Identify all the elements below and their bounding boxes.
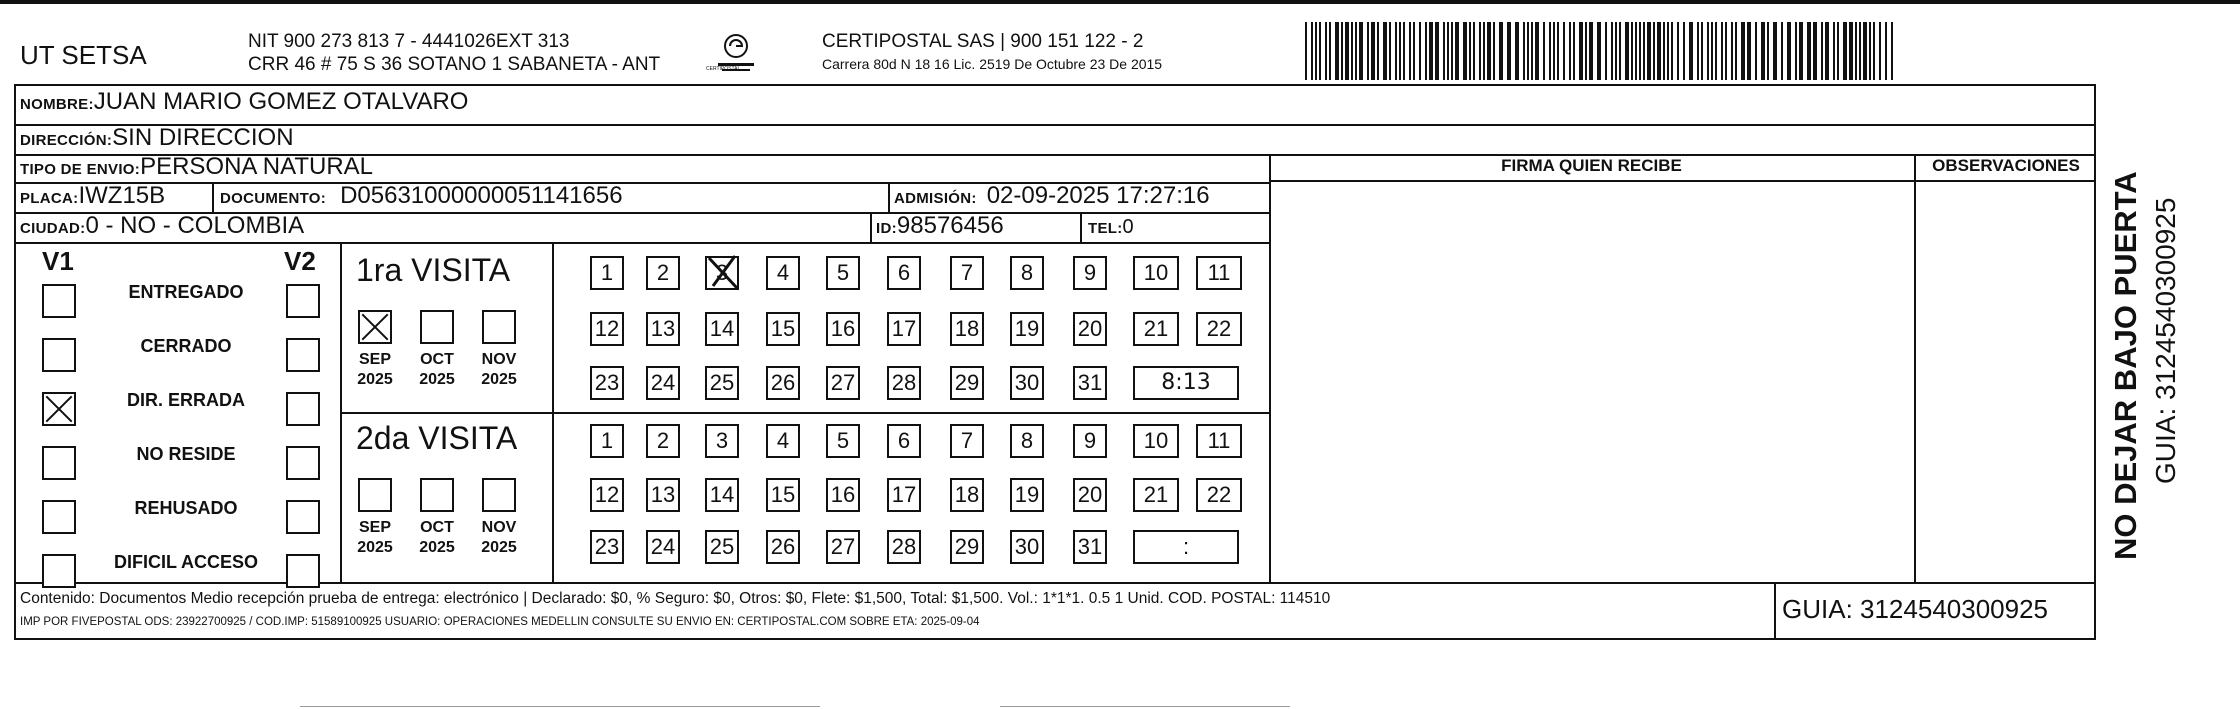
day-number: 11 bbox=[1207, 428, 1231, 453]
direccion-row bbox=[20, 124, 294, 155]
day-box[interactable] bbox=[590, 530, 624, 564]
day-box[interactable] bbox=[766, 478, 800, 512]
day-box[interactable] bbox=[887, 312, 921, 346]
day-box[interactable] bbox=[590, 366, 624, 400]
day-box[interactable] bbox=[826, 366, 860, 400]
day-number: 4 bbox=[776, 428, 790, 453]
visit1-time bbox=[1133, 366, 1239, 400]
day-box[interactable] bbox=[646, 424, 680, 458]
day-box[interactable] bbox=[887, 530, 921, 564]
day-number: 31 bbox=[1077, 534, 1103, 559]
day-number: 31 bbox=[1077, 370, 1103, 395]
day-number: 25 bbox=[709, 370, 735, 395]
documento-label: DOCUMENTO: bbox=[220, 190, 327, 207]
nombre-value: JUAN MARIO GOMEZ OTALVARO bbox=[93, 88, 469, 115]
month-checkbox[interactable] bbox=[482, 478, 516, 512]
day-box[interactable] bbox=[1073, 530, 1107, 564]
day-box[interactable] bbox=[705, 530, 739, 564]
status-label: CERRADO bbox=[140, 336, 232, 356]
day-box[interactable] bbox=[1073, 256, 1107, 290]
certipostal-info: CERTIPOSTAL SAS | 900 151 122 - 2 bbox=[822, 31, 1144, 52]
day-number: 6 bbox=[897, 260, 911, 285]
v1-checkbox[interactable] bbox=[42, 554, 76, 588]
day-number: 19 bbox=[1014, 482, 1040, 507]
day-number: 14 bbox=[709, 482, 735, 507]
day-box[interactable] bbox=[646, 478, 680, 512]
day-box[interactable] bbox=[705, 478, 739, 512]
day-number: 17 bbox=[891, 482, 917, 507]
ciudad-label: CIUDAD: bbox=[20, 220, 86, 237]
company-name: UT SETSA bbox=[20, 40, 147, 70]
placa-value: IWZ15B bbox=[78, 182, 166, 209]
month-checkbox[interactable] bbox=[420, 310, 454, 344]
day-number: 18 bbox=[954, 482, 980, 507]
day-number: 25 bbox=[709, 534, 735, 559]
year-label: 2025 bbox=[357, 371, 393, 388]
month-checkbox[interactable] bbox=[420, 478, 454, 512]
year-label: 2025 bbox=[481, 539, 517, 556]
day-box[interactable] bbox=[766, 530, 800, 564]
visit1-title: 1ra VISITA bbox=[356, 252, 511, 288]
month-label: NOV bbox=[481, 519, 517, 536]
day-box[interactable] bbox=[887, 366, 921, 400]
tel-label: TEL: bbox=[1088, 220, 1123, 237]
visit1-time-value: 8:13 bbox=[1161, 370, 1211, 395]
day-number: 16 bbox=[830, 316, 856, 341]
day-box[interactable] bbox=[646, 530, 680, 564]
day-number: 26 bbox=[770, 370, 796, 395]
license-info: Carrera 80d N 18 16 Lic. 2519 De Octubre 23 De 2015 bbox=[822, 56, 1163, 72]
day-box[interactable] bbox=[1196, 478, 1242, 512]
day-box[interactable] bbox=[766, 256, 800, 290]
day-box[interactable] bbox=[646, 312, 680, 346]
day-number: 21 bbox=[1143, 482, 1169, 507]
day-number: 22 bbox=[1206, 316, 1232, 341]
footer-contenido: Contenido: Documentos Medio recepción prueba de entrega: electrónico | Declarado: $0, % Seguro: $0, Otros: $0, Flete: $1,500, Total: $1,500. Vol.: 1*1*1. 0.5 1 Unid. COD. POSTAL: 114510 bbox=[20, 590, 1331, 607]
day-box[interactable] bbox=[950, 256, 984, 290]
day-number: 9 bbox=[1083, 428, 1097, 453]
day-number: 7 bbox=[960, 260, 974, 285]
v2-checkbox[interactable] bbox=[286, 446, 320, 480]
firma-header: FIRMA QUIEN RECIBE bbox=[1501, 156, 1682, 175]
day-box[interactable] bbox=[766, 424, 800, 458]
day-number: 13 bbox=[650, 316, 676, 341]
day-number: 26 bbox=[770, 534, 796, 559]
id-row bbox=[876, 212, 1004, 243]
day-number: 8 bbox=[1020, 260, 1034, 285]
day-box[interactable] bbox=[826, 530, 860, 564]
day-number: 20 bbox=[1077, 316, 1103, 341]
admision-value: 02-09-2025 17:27:16 bbox=[986, 182, 1210, 209]
nombre-label: NOMBRE: bbox=[20, 96, 94, 113]
day-box[interactable] bbox=[590, 424, 624, 458]
visit2-title: 2da VISITA bbox=[356, 420, 518, 456]
day-box[interactable] bbox=[705, 312, 739, 346]
day-box[interactable] bbox=[950, 424, 984, 458]
day-number: 18 bbox=[954, 316, 980, 341]
month-checkbox[interactable] bbox=[358, 478, 392, 512]
day-number: 28 bbox=[891, 534, 917, 559]
header bbox=[0, 0, 2240, 84]
ciudad-row bbox=[20, 212, 304, 243]
day-number: 23 bbox=[594, 534, 620, 559]
tel-value: 0 bbox=[1122, 216, 1134, 238]
barcode bbox=[1305, 22, 1897, 80]
day-number: 17 bbox=[891, 316, 917, 341]
tipo-row bbox=[20, 153, 373, 184]
day-number: 11 bbox=[1207, 260, 1231, 285]
day-box[interactable] bbox=[826, 256, 860, 290]
tipo-label: TIPO DE ENVIO: bbox=[20, 161, 141, 178]
direccion-label: DIRECCIÓN: bbox=[20, 132, 113, 149]
status-label: DIR. ERRADA bbox=[126, 390, 245, 410]
id-label: ID: bbox=[876, 220, 897, 237]
v1-checkbox[interactable] bbox=[42, 284, 76, 318]
day-box[interactable] bbox=[705, 424, 739, 458]
frame-bottom-ext bbox=[14, 638, 2096, 640]
day-box[interactable] bbox=[590, 478, 624, 512]
day-number: 8 bbox=[1020, 428, 1034, 453]
day-box[interactable] bbox=[950, 478, 984, 512]
day-box[interactable] bbox=[1010, 478, 1044, 512]
day-box[interactable] bbox=[766, 366, 800, 400]
placa-row bbox=[20, 182, 165, 213]
day-number: 30 bbox=[1014, 370, 1040, 395]
visit2-time-value: : bbox=[1182, 534, 1190, 559]
day-number: 10 bbox=[1143, 428, 1169, 453]
day-number: 12 bbox=[594, 482, 620, 507]
day-box[interactable] bbox=[1010, 530, 1044, 564]
day-number: 6 bbox=[897, 428, 911, 453]
admision-row bbox=[894, 182, 1210, 213]
month-label: OCT bbox=[420, 351, 454, 368]
day-number: 27 bbox=[830, 370, 856, 395]
day-number: 16 bbox=[830, 482, 856, 507]
day-box[interactable] bbox=[646, 366, 680, 400]
day-number: 1 bbox=[600, 260, 614, 285]
day-number: 2 bbox=[656, 428, 670, 453]
v2-label: V2 bbox=[284, 246, 316, 276]
nit: NIT 900 273 813 7 - 4441026EXT 313 bbox=[248, 31, 570, 52]
day-number: 15 bbox=[770, 482, 796, 507]
day-box[interactable] bbox=[590, 312, 624, 346]
month-checkbox[interactable] bbox=[358, 310, 392, 344]
v1-checkbox[interactable] bbox=[42, 446, 76, 480]
day-number: 3 bbox=[715, 260, 729, 285]
footer-guia: GUIA: 3124540300925 bbox=[1782, 594, 2048, 624]
day-box[interactable] bbox=[705, 256, 739, 290]
day-box[interactable] bbox=[887, 478, 921, 512]
v1-label: V1 bbox=[42, 246, 74, 276]
day-number: 13 bbox=[650, 482, 676, 507]
tel-row bbox=[1088, 212, 1134, 243]
day-box[interactable] bbox=[1133, 478, 1179, 512]
documento-row bbox=[220, 182, 623, 213]
day-box[interactable] bbox=[1073, 366, 1107, 400]
day-number: 12 bbox=[594, 316, 620, 341]
day-number: 7 bbox=[960, 428, 974, 453]
day-box[interactable] bbox=[766, 312, 800, 346]
day-box[interactable] bbox=[826, 424, 860, 458]
day-box[interactable] bbox=[646, 256, 680, 290]
day-number: 30 bbox=[1014, 534, 1040, 559]
v2-checkbox[interactable] bbox=[286, 338, 320, 372]
year-label: 2025 bbox=[419, 371, 455, 388]
no-dejar-bajo-puerta: NO DEJAR BAJO PUERTA bbox=[2108, 171, 2143, 560]
v2-checkbox[interactable] bbox=[286, 500, 320, 534]
month-label: SEP bbox=[358, 351, 391, 368]
day-number: 29 bbox=[954, 370, 980, 395]
nombre-row bbox=[20, 88, 468, 119]
day-box[interactable] bbox=[1196, 312, 1242, 346]
day-box[interactable] bbox=[1196, 424, 1242, 458]
day-box[interactable] bbox=[1010, 366, 1044, 400]
v2-checkbox[interactable] bbox=[286, 554, 320, 588]
day-box[interactable] bbox=[1196, 256, 1242, 290]
day-box[interactable] bbox=[1073, 312, 1107, 346]
day-box[interactable] bbox=[1073, 478, 1107, 512]
day-number: 22 bbox=[1206, 482, 1232, 507]
day-number: 15 bbox=[770, 316, 796, 341]
v1-checkbox[interactable] bbox=[42, 500, 76, 534]
day-number: 10 bbox=[1143, 260, 1169, 285]
v1-checkbox[interactable] bbox=[42, 392, 76, 426]
day-box[interactable] bbox=[950, 312, 984, 346]
documento-value: D05631000000051141656 bbox=[340, 182, 623, 209]
day-box[interactable] bbox=[826, 312, 860, 346]
day-number: 3 bbox=[715, 428, 729, 453]
month-checkbox[interactable] bbox=[482, 310, 516, 344]
tipo-value: PERSONA NATURAL bbox=[140, 153, 374, 180]
day-number: 5 bbox=[836, 260, 850, 285]
day-box[interactable] bbox=[1133, 312, 1179, 346]
day-box[interactable] bbox=[1010, 424, 1044, 458]
status-label: ENTREGADO bbox=[128, 282, 244, 302]
day-box[interactable] bbox=[705, 366, 739, 400]
admision-label: ADMISIÓN: bbox=[894, 190, 977, 207]
day-box[interactable] bbox=[887, 256, 921, 290]
status-label: NO RESIDE bbox=[136, 444, 236, 464]
ciudad-value: 0 - NO - COLOMBIA bbox=[85, 212, 305, 239]
day-number: 24 bbox=[650, 370, 676, 395]
placa-label: PLACA: bbox=[20, 190, 79, 207]
day-box[interactable] bbox=[1133, 256, 1179, 290]
day-box[interactable] bbox=[1133, 424, 1179, 458]
observaciones-header: OBSERVACIONES bbox=[1932, 156, 2080, 175]
day-box[interactable] bbox=[1010, 256, 1044, 290]
day-number: 24 bbox=[650, 534, 676, 559]
v2-checkbox[interactable] bbox=[286, 392, 320, 426]
day-number: 4 bbox=[776, 260, 790, 285]
year-label: 2025 bbox=[419, 539, 455, 556]
day-number: 20 bbox=[1077, 482, 1103, 507]
day-number: 14 bbox=[709, 316, 735, 341]
day-box[interactable] bbox=[950, 366, 984, 400]
scan-line bbox=[300, 706, 820, 707]
day-number: 23 bbox=[594, 370, 620, 395]
day-number: 21 bbox=[1143, 316, 1169, 341]
status-label: REHUSADO bbox=[134, 498, 238, 518]
day-box[interactable] bbox=[826, 478, 860, 512]
day-number: 5 bbox=[836, 428, 850, 453]
direccion-value: SIN DIRECCION bbox=[112, 124, 294, 151]
visit2-time bbox=[1133, 530, 1239, 564]
day-number: 19 bbox=[1014, 316, 1040, 341]
footer-imp: IMP POR FIVEPOSTAL ODS: 23922700925 / COD.IMP: 51589100925 USUARIO: OPERACIONES MEDELLIN CONSULTE SU ENVIO EN: CERTIPOSTAL.COM SOBRE ETA: 2025-09-04 bbox=[20, 616, 980, 628]
month-label: OCT bbox=[420, 519, 454, 536]
id-value: 98576456 bbox=[896, 212, 1004, 239]
day-box[interactable] bbox=[1010, 312, 1044, 346]
year-label: 2025 bbox=[481, 371, 517, 388]
v1-checkbox[interactable] bbox=[42, 338, 76, 372]
day-number: 2 bbox=[656, 260, 670, 285]
day-box[interactable] bbox=[887, 424, 921, 458]
year-label: 2025 bbox=[357, 539, 393, 556]
x-mark-icon bbox=[703, 252, 743, 292]
side-guia: GUIA: 3124540300925 bbox=[2150, 197, 2181, 484]
day-number: 9 bbox=[1083, 260, 1097, 285]
scan-line-2 bbox=[1000, 706, 1290, 707]
day-box[interactable] bbox=[950, 530, 984, 564]
month-label: SEP bbox=[358, 519, 391, 536]
day-box[interactable] bbox=[590, 256, 624, 290]
v2-checkbox[interactable] bbox=[286, 284, 320, 318]
day-number: 1 bbox=[600, 428, 614, 453]
status-label: DIFICIL ACCESO bbox=[113, 552, 258, 572]
month-label: NOV bbox=[481, 351, 517, 368]
logo-text: CERTIPOSTAL bbox=[706, 66, 741, 72]
day-number: 27 bbox=[830, 534, 856, 559]
company-address: CRR 46 # 75 S 36 SOTANO 1 SABANETA - ANT bbox=[248, 54, 661, 75]
day-box[interactable] bbox=[1073, 424, 1107, 458]
day-number: 29 bbox=[954, 534, 980, 559]
day-number: 28 bbox=[891, 370, 917, 395]
